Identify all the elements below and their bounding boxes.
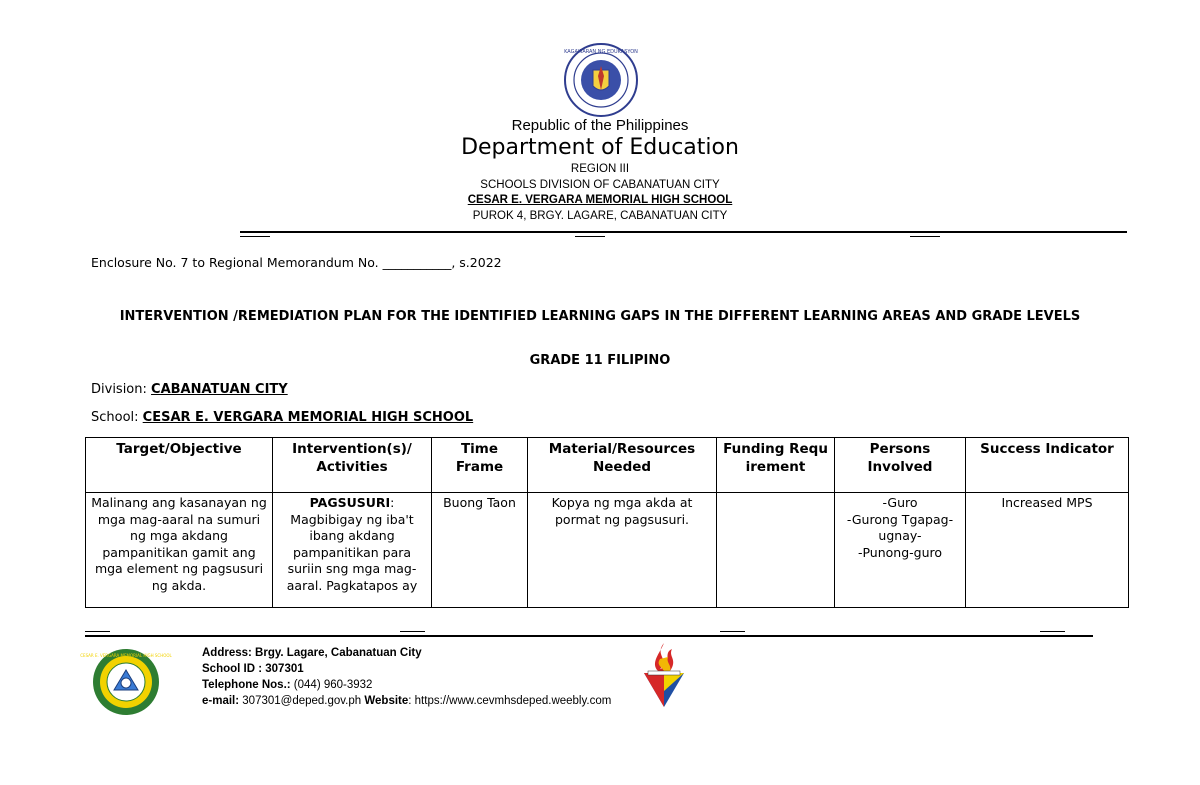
footer-divider-accent bbox=[85, 631, 110, 632]
person-item: -Guro bbox=[882, 495, 918, 510]
footer-email bbox=[202, 693, 611, 709]
person-item: -Punong-guro bbox=[857, 544, 943, 560]
enclosure-line: Enclosure No. 7 to Regional Memorandum No. ___________, s.2022 bbox=[91, 255, 502, 270]
header-divider-accent bbox=[575, 236, 605, 237]
table-row bbox=[86, 493, 1129, 608]
intervention-text: : Magbibigay ng iba't ibang akdang pampanitikan para suriin sng mga mag-aaral. Pagkatapos ay bbox=[286, 495, 418, 593]
footer-contact bbox=[202, 645, 611, 709]
footer-school-id bbox=[202, 661, 611, 677]
intervention-label: PAGSUSURI bbox=[309, 495, 391, 510]
table-header-row bbox=[86, 438, 1129, 493]
cell-materials-text: Kopya ng mga akda at pormat ng pagsusuri. bbox=[551, 495, 693, 527]
school-value: CESAR E. VERGARA MEMORIAL HIGH SCHOOL bbox=[142, 410, 474, 425]
cell-funding bbox=[717, 493, 835, 608]
address-label: Address: bbox=[202, 647, 252, 659]
address-value: Brgy. Lagare, Cabanatuan City bbox=[251, 647, 422, 659]
cell-intervention bbox=[273, 493, 432, 608]
deped-seal-logo bbox=[563, 42, 639, 118]
header-funding-label: Funding Requirement bbox=[723, 441, 828, 475]
footer-divider-accent bbox=[1040, 631, 1065, 632]
school-name-header: CESAR E. VERGARA MEMORIAL HIGH SCHOOL bbox=[467, 194, 733, 206]
school-address-header: PUROK 4, BRGY. LAGARE, CABANATUAN CITY bbox=[472, 210, 728, 222]
telephone-value: (044) 960-3932 bbox=[290, 679, 373, 691]
person-item: -Gurong Tgapag-ugnay- bbox=[846, 511, 954, 543]
cell-materials bbox=[528, 493, 717, 608]
school-id-label: School ID : bbox=[202, 663, 263, 675]
header-materials: Material/Resources Needed bbox=[528, 438, 717, 493]
intervention-plan-table bbox=[85, 437, 1129, 608]
website-label: Website bbox=[364, 695, 409, 707]
school-id-value: 307301 bbox=[262, 663, 304, 675]
header-time-frame: Time Frame bbox=[432, 438, 528, 493]
schools-division-line: SCHOOLS DIVISION OF CABANATUAN CITY bbox=[480, 179, 720, 191]
header-divider-accent bbox=[240, 236, 270, 237]
school-label: School: bbox=[91, 410, 143, 425]
division-label: Division: bbox=[91, 382, 152, 397]
footer-divider-accent bbox=[720, 631, 745, 632]
school-logo bbox=[80, 648, 172, 716]
cell-success-text: Increased MPS bbox=[1001, 495, 1093, 510]
cell-target-text: Malinang ang kasanayan ng mga mag-aaral na sumuri ng mga akdang pampanitikan gamit ang mga element ng pagsusuri ng akda. bbox=[91, 495, 267, 593]
grade-subject: GRADE 11 FILIPINO bbox=[529, 353, 671, 368]
cell-target bbox=[86, 493, 273, 608]
footer-divider-accent bbox=[400, 631, 425, 632]
header-persons: Persons Involved bbox=[835, 438, 966, 493]
school-field bbox=[91, 410, 473, 425]
flame-logo bbox=[640, 641, 688, 709]
footer-divider bbox=[85, 635, 1093, 637]
seal-text: KAGAWARAN NG EDUKASYON bbox=[564, 49, 638, 55]
cell-time-frame-text: Buong Taon bbox=[443, 495, 516, 510]
email-label: e-mail: bbox=[202, 695, 240, 707]
header-success: Success Indicator bbox=[966, 438, 1129, 493]
header-divider-accent bbox=[910, 236, 940, 237]
header-interventions: Intervention(s)/ Activities bbox=[273, 438, 432, 493]
footer-address bbox=[202, 645, 611, 661]
telephone-label: Telephone Nos.: bbox=[202, 679, 291, 691]
header-target-objective: Target/Objective bbox=[86, 438, 273, 493]
cell-time-frame bbox=[432, 493, 528, 608]
email-value: 307301@deped.gov.ph bbox=[239, 695, 362, 707]
cell-success bbox=[966, 493, 1129, 608]
region-line: REGION III bbox=[570, 163, 630, 175]
school-logo-text: CESAR E. VERGARA MEMORIAL HIGH SCHOOL bbox=[80, 653, 172, 658]
cell-persons bbox=[835, 493, 966, 608]
republic-line: Republic of the Philippines bbox=[511, 117, 689, 134]
footer-telephone bbox=[202, 677, 611, 693]
division-field bbox=[91, 382, 288, 397]
header-divider bbox=[240, 231, 1127, 233]
division-value: CABANATUAN CITY bbox=[151, 382, 288, 397]
plan-title: INTERVENTION /REMEDIATION PLAN FOR THE IDENTIFIED LEARNING GAPS IN THE DIFFERENT LEARNING AREAS AND GRADE LEVELS bbox=[119, 309, 1081, 324]
header-funding bbox=[717, 438, 835, 493]
website-value: : https://www.cevmhsdeped.weebly.com bbox=[408, 695, 612, 707]
department-name: Department of Education bbox=[461, 135, 739, 160]
